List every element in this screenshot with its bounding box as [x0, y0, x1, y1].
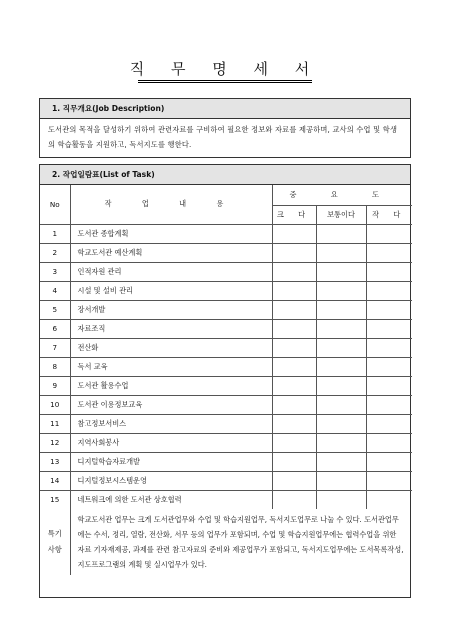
task-number: 14: [40, 471, 70, 490]
job-description-section: [39, 98, 411, 158]
importance-low-cell[interactable]: [366, 338, 412, 357]
task-number: 1: [40, 224, 70, 243]
table-row: [40, 224, 412, 243]
task-number: 8: [40, 357, 70, 376]
task-name: 도서관 종합계획: [70, 224, 272, 243]
importance-normal-cell[interactable]: [316, 224, 366, 243]
title-underline-double: [138, 82, 312, 83]
task-name: 디지털학습자료개발: [70, 452, 272, 471]
importance-normal-cell[interactable]: [316, 357, 366, 376]
task-name: 시설 및 설비 관리: [70, 281, 272, 300]
task-name: 학교도서관 예산계획: [70, 243, 272, 262]
importance-high-cell[interactable]: [272, 490, 316, 509]
column-header-no: No: [40, 185, 70, 224]
task-name: 디지털정보시스템운영: [70, 471, 272, 490]
importance-low-cell[interactable]: [366, 300, 412, 319]
task-number: 11: [40, 414, 70, 433]
importance-normal-cell[interactable]: [316, 262, 366, 281]
importance-high-cell[interactable]: [272, 357, 316, 376]
importance-normal-cell[interactable]: [316, 319, 366, 338]
title-underline: [138, 80, 312, 81]
task-name: 도서관 이용정보교육: [70, 395, 272, 414]
importance-low-cell[interactable]: [366, 357, 412, 376]
importance-high-cell[interactable]: [272, 262, 316, 281]
task-name: 자료조직: [70, 319, 272, 338]
table-row: [40, 490, 412, 509]
table-row: [40, 414, 412, 433]
task-name: 전산화: [70, 338, 272, 357]
task-number: 3: [40, 262, 70, 281]
notes-label-line2: 사항: [47, 545, 62, 554]
table-row: [40, 262, 412, 281]
task-name: 네트워크에 의한 도서관 상호협력: [70, 490, 272, 509]
importance-high-cell[interactable]: [272, 414, 316, 433]
importance-low-cell[interactable]: [366, 262, 412, 281]
task-number: 6: [40, 319, 70, 338]
table-row: [40, 357, 412, 376]
column-header-normal: 보통이다: [316, 205, 366, 224]
task-list-heading: 2. 작업일람표(List of Task): [40, 165, 410, 185]
column-header-importance: 중 요 도: [272, 185, 412, 205]
importance-high-cell[interactable]: [272, 471, 316, 490]
table-row: [40, 243, 412, 262]
task-list-section: [39, 164, 411, 598]
importance-low-cell[interactable]: [366, 281, 412, 300]
notes-row: [40, 509, 412, 575]
task-number: 15: [40, 490, 70, 509]
importance-high-cell[interactable]: [272, 338, 316, 357]
table-row: [40, 433, 412, 452]
importance-low-cell[interactable]: [366, 414, 412, 433]
importance-normal-cell[interactable]: [316, 338, 366, 357]
column-header-task: 작 업 내 용: [70, 185, 272, 224]
task-number: 13: [40, 452, 70, 471]
table-row: [40, 452, 412, 471]
importance-high-cell[interactable]: [272, 319, 316, 338]
importance-low-cell[interactable]: [366, 471, 412, 490]
task-name: 장서개발: [70, 300, 272, 319]
importance-normal-cell[interactable]: [316, 243, 366, 262]
task-number: 12: [40, 433, 70, 452]
task-name: 참고정보서비스: [70, 414, 272, 433]
task-number: 4: [40, 281, 70, 300]
table-row: [40, 300, 412, 319]
importance-normal-cell[interactable]: [316, 490, 366, 509]
notes-text: 학교도서관 업무는 크게 도서관업무와 수업 및 학습지원업무, 독서지도업무로 나눌 수 있다. 도서관업무에는 수서, 정리, 열람, 전산화, 서무 등의 업무가 포함되며, 수업 및 학습지원업무에는 협력수업을 위한 자료 기자재제공, 과제를 관련 참고자료의 준비와 제공업무가 포함되고, 독서지도업무에는 도서목록작성, 지도프로그램의 계획 및 실시업무가 있다.: [70, 509, 412, 575]
notes-label: [40, 509, 70, 575]
importance-high-cell[interactable]: [272, 243, 316, 262]
task-number: 5: [40, 300, 70, 319]
importance-normal-cell[interactable]: [316, 376, 366, 395]
importance-low-cell[interactable]: [366, 319, 412, 338]
table-row: [40, 281, 412, 300]
importance-low-cell[interactable]: [366, 452, 412, 471]
importance-low-cell[interactable]: [366, 376, 412, 395]
task-name: 지역사회봉사: [70, 433, 272, 452]
importance-normal-cell[interactable]: [316, 452, 366, 471]
importance-normal-cell[interactable]: [316, 281, 366, 300]
importance-normal-cell[interactable]: [316, 433, 366, 452]
importance-normal-cell[interactable]: [316, 471, 366, 490]
importance-low-cell[interactable]: [366, 243, 412, 262]
importance-normal-cell[interactable]: [316, 414, 366, 433]
importance-high-cell[interactable]: [272, 300, 316, 319]
table-row: [40, 319, 412, 338]
column-header-low: 작 다: [366, 205, 412, 224]
task-name: 인적자원 관리: [70, 262, 272, 281]
table-row: [40, 395, 412, 414]
notes-label-line1: 특기: [47, 529, 62, 538]
importance-low-cell[interactable]: [366, 433, 412, 452]
table-row: [40, 376, 412, 395]
importance-low-cell[interactable]: [366, 395, 412, 414]
importance-low-cell[interactable]: [366, 490, 412, 509]
task-name: 도서관 활용수업: [70, 376, 272, 395]
task-number: 7: [40, 338, 70, 357]
importance-high-cell[interactable]: [272, 224, 316, 243]
importance-high-cell[interactable]: [272, 281, 316, 300]
table-row: [40, 471, 412, 490]
column-header-high: 크 다: [272, 205, 316, 224]
importance-high-cell[interactable]: [272, 452, 316, 471]
table-row: [40, 338, 412, 357]
job-description-text: 도서관의 목적을 달성하기 위하여 관련자료를 구비하여 필요한 정보와 자료를 제공하며, 교사의 수업 및 학생의 학습활동을 지원하고, 독서지도를 행한다.: [48, 125, 398, 149]
page-title: 직 무 명 세 서: [129, 60, 321, 78]
job-description-heading: 1. 직무개요(Job Description): [40, 99, 410, 119]
importance-high-cell[interactable]: [272, 376, 316, 395]
task-number: 9: [40, 376, 70, 395]
importance-high-cell[interactable]: [272, 433, 316, 452]
importance-high-cell[interactable]: [272, 395, 316, 414]
importance-normal-cell[interactable]: [316, 395, 366, 414]
importance-low-cell[interactable]: [366, 224, 412, 243]
task-name: 독서 교육: [70, 357, 272, 376]
task-number: 2: [40, 243, 70, 262]
task-table: [40, 185, 412, 575]
importance-normal-cell[interactable]: [316, 300, 366, 319]
task-number: 10: [40, 395, 70, 414]
